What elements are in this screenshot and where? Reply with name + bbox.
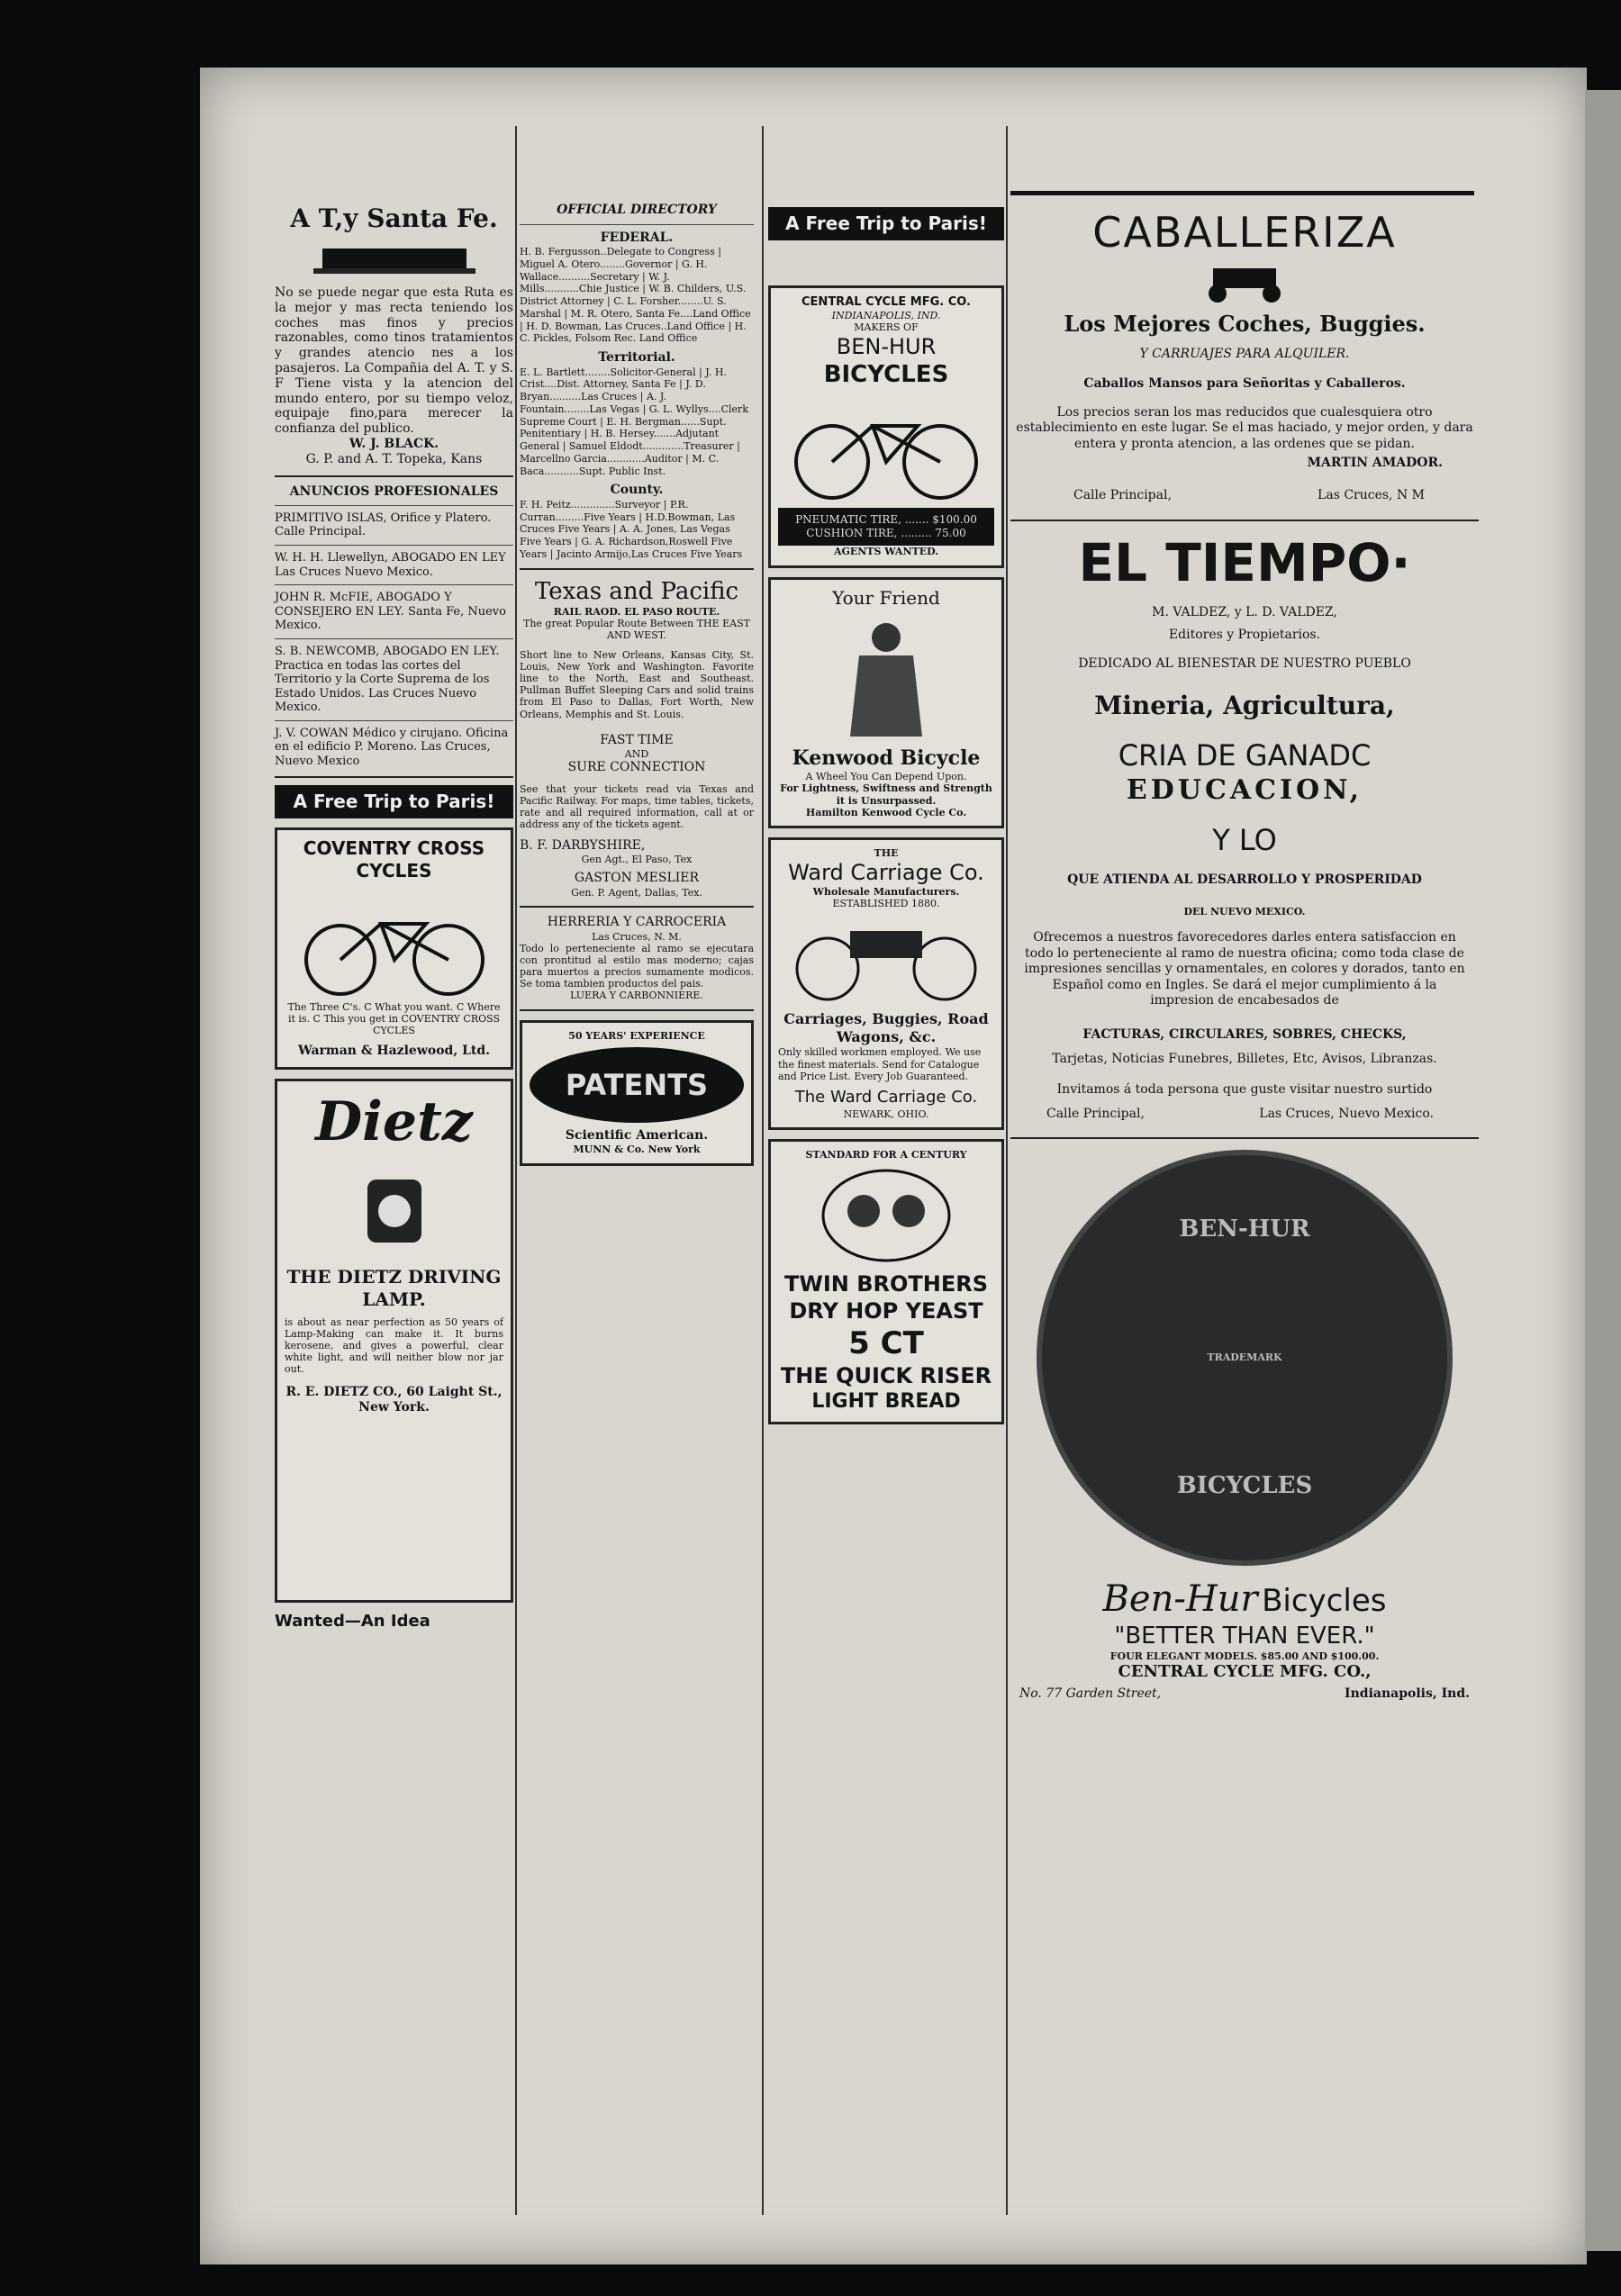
tp-fast: FAST TIME	[600, 732, 674, 747]
adjacent-page-edge	[1585, 90, 1621, 2251]
central-location: INDIANAPOLIS, IND.	[831, 309, 941, 321]
federal-heading: FEDERAL.	[600, 230, 674, 245]
tiempo-line-1: Mineria, Agricultura,	[1094, 691, 1395, 720]
prof-card: JOHN R. McFIE, ABOGADO Y CONSEJERO EN LEY. Santa Fe, Nuevo Mexico.	[275, 591, 506, 633]
atsf-signature: W. J. BLACK.	[349, 436, 439, 451]
territorial-heading: Territorial.	[598, 350, 675, 365]
benhur-address: No. 77 Garden Street,	[1019, 1686, 1162, 1701]
twin-quick: THE QUICK RISER	[780, 1363, 992, 1389]
badge-top: BEN-HUR	[1179, 1215, 1310, 1243]
tp-agent-2: GASTON MESLIER	[574, 871, 700, 886]
dietz-body: is about as near perfection as 50 years of Lamp-Making can make it. It burns kerosene, and gives a powerful, clear white light, and will neither blow nor jar out.	[285, 1315, 503, 1376]
bicycles-word: BICYCLES	[823, 360, 949, 388]
tp-line: The great Popular Route Between THE EAST AND WEST.	[523, 618, 750, 642]
herreria-signature: LUERA Y CARBONNIERE.	[570, 990, 703, 1002]
ward-products: Carriages, Buggies, Road Wagons, &c.	[783, 1010, 989, 1046]
county-list: F. H. Peitz..............Surveyor | P.R. Curran.........Five Years | H.D.Bowman, Las Cruces Five Years | A. A. Jones, Las Vegas Five Years | G. A. Richardson,Roswell Five Years | Jacinto Armijo,Las Cruces Five Years	[520, 498, 743, 560]
caballeriza-subtitle-3: Caballos Mansos para Señoritas y Caballeros.	[1083, 376, 1406, 391]
tiempo-line-6: DEL NUEVO MEXICO.	[1183, 906, 1306, 917]
column-4	[1010, 126, 1479, 1702]
tiempo-line-5: QUE ATIENDA AL DESARROLLO Y PROSPERIDAD	[1067, 872, 1422, 887]
tiempo-footer	[1046, 1107, 1434, 1123]
ward-city: NEWARK, OHIO.	[843, 1107, 929, 1120]
patents-title: PATENTS	[530, 1047, 744, 1123]
tiempo-items: FACTURAS, CIRCULARES, SOBRES, CHECKS,	[1082, 1026, 1407, 1042]
prof-card: S. B. NEWCOMB, ABOGADO EN LEY. Practica en todas las cortes del Territorio y la Corte Suprema de los Estado Unidos. Las Cruces Nuevo Mexico.	[275, 644, 500, 715]
patents-experience: 50 YEARS' EXPERIENCE	[568, 1029, 705, 1042]
caballeriza-title: CABALLERIZA	[1092, 208, 1397, 257]
benhur-bicycles: Bicycles	[1262, 1582, 1387, 1619]
lamp-icon	[340, 1162, 448, 1261]
ward-footer: The Ward Carriage Co.	[794, 1088, 978, 1107]
train-icon	[313, 240, 475, 280]
territorial-list: E. L. Bartlett........Solicitor-General | J. H. Crist....Dist. Attorney, Santa Fe | J. D. Bryan..........Las Cruces | A. J. Fountain........Las Vegas | G. L. Wyllys....Clerk Supreme Court | E. H. Bergman......Supt. Penitentiary | H. B. Hersey.......Adjutant General | Samuel Eldodt.............Treasurer | Marcellno Garcia............Auditor | M. C. Baca...........Supt. Public Inst.	[520, 366, 748, 477]
federal-list: H. B. Fergusson..Delegate to Congress | Miguel A. Otero........Governor | G. H. Wallace..........Secretary | W. J. Mills...........Chie Justice | W. B. Childers, U.S. District Attorney | C. L. Forsher........U. S. Marshal | M. R. Otero, Santa Fe....Land Office | H. D. Bowman, Las Cruces..Land Office | H. C. Pickles, Folsom Rec. Land Office	[520, 246, 751, 345]
paris-banner: A Free Trip to Paris!	[768, 207, 1004, 240]
benhur-script-line	[1010, 1577, 1479, 1622]
tp-agent-1-title: Gen Agt., El Paso, Tex	[581, 854, 693, 866]
wanted-ad: Wanted—An Idea	[275, 1611, 430, 1631]
pneumatic-price: PNEUMATIC TIRE, ....... $100.00	[795, 513, 977, 527]
directory-title: OFFICIAL DIRECTORY	[557, 203, 717, 217]
tp-body-2: See that your tickets read via Texas and Pacific Railway. For maps, time tables, tickets, rate and all required information, call at or address any of the tickets agent.	[520, 782, 754, 831]
cushion-price: CUSHION TIRE, ......... 75.00	[806, 527, 966, 540]
tp-agent-2-title: Gen. P. Agent, Dallas, Tex.	[571, 886, 702, 899]
caballeriza-subtitle-2: Y CARRUAJES PARA ALQUILER.	[1139, 346, 1350, 361]
twin-bread: LIGHT BREAD	[811, 1390, 961, 1414]
prof-card: W. H. H. Llewellyn, ABOGADO EN LEY Las Cruces Nuevo Mexico.	[275, 550, 506, 579]
caballeriza-footer	[1073, 488, 1425, 504]
tiempo-footer-city: Las Cruces, Nuevo Mexico.	[1259, 1107, 1434, 1122]
tp-and: AND	[624, 748, 649, 761]
tiempo-line-4: Y LO	[1212, 822, 1277, 857]
woman-cyclist-icon	[832, 615, 940, 741]
patents-subtitle: Scientific American.	[565, 1127, 709, 1143]
caballeriza-footer-street: Calle Principal,	[1073, 487, 1172, 502]
ward-ad	[768, 837, 1004, 1130]
tp-sure: SURE CONNECTION	[567, 760, 706, 775]
tiempo-invite: Invitamos á toda persona que guste visitar nuestro surtido	[1056, 1081, 1433, 1097]
coventry-ad	[275, 827, 513, 1070]
benhur-name: BEN-HUR	[836, 333, 937, 359]
badge-bottom: BICYCLES	[1176, 1472, 1313, 1500]
tiempo-editors-title: Editores y Propietarios.	[1168, 628, 1321, 642]
bicycle-icon	[291, 888, 498, 996]
patents-footer: MUNN & Co. New York	[573, 1143, 701, 1156]
tp-body: Short line to New Orleans, Kansas City, St. Louis, New York and Washington. Favorite line to the North, East and Southeast. Pullman Buffet Sleeping Cars and solid trains from El Paso to Dallas, Fort Worth, New Orleans, Memphis and St. Louis.	[520, 648, 754, 720]
tiempo-footer-street: Calle Principal,	[1046, 1107, 1145, 1122]
central-name: CENTRAL CYCLE MFG. CO.	[801, 295, 971, 309]
ward-body: Only skilled workmen employed. We use the finest materials. Send for Catalogue and Price List. Every Job Guaranteed.	[778, 1046, 982, 1082]
benhur-script: Ben-Hur	[1102, 1577, 1258, 1620]
tiempo-dedication: DEDICADO AL BIENESTAR DE NUESTRO PUEBLO	[1078, 655, 1411, 671]
column-1	[275, 126, 513, 1632]
tiempo-editors: M. VALDEZ, y L. D. VALDEZ,	[1152, 604, 1337, 619]
benhur-badge	[1037, 1150, 1453, 1566]
prof-header: ANUNCIOS PROFESIONALES	[289, 484, 499, 499]
caballeriza-signature: MARTIN AMADOR.	[1307, 456, 1443, 470]
benhur-company: CENTRAL CYCLE MFG. CO.,	[1118, 1662, 1372, 1682]
dietz-company: R. E. DIETZ CO., 60 Laight St., New York.	[285, 1384, 503, 1415]
benhur-models: FOUR ELEGANT MODELS. $85.00 AND $100.00.	[1109, 1650, 1380, 1663]
twin-price: 5 CT	[848, 1324, 924, 1361]
kenwood-ad	[768, 577, 1004, 828]
county-heading: County.	[610, 483, 664, 498]
herreria-location: Las Cruces, N. M.	[592, 930, 682, 943]
coventry-body: The Three C's. C What you want. C Where it is. C This you get in COVENTRY CROSS CYCLES	[287, 1000, 501, 1037]
ward-the: THE	[874, 846, 899, 859]
tire-prices	[778, 508, 994, 546]
central-cycle-ad	[768, 285, 1004, 568]
column-rule	[762, 126, 764, 2215]
tp-title: Texas and Pacific	[534, 577, 739, 605]
tiempo-body: Ofrecemos a nuestros favorecedores darles entera satisfaccion en todo lo perteneciente al ramo de nuestra oficina; como toda clase de impresiones sencillas y ornamentales, en colores y dorados, tanto en Español como en Ingles. Se dará el mejor cumplimiento á la impresion de encabesados de	[1024, 930, 1465, 1008]
caballeriza-body: Los precios seran los mas reducidos que cualesquiera otro establecimiento en este lugar. Se el mas haciado, y mejor orden, y dara entera y pronta atencion, a las ordenes que se pidan.	[1016, 404, 1473, 451]
twin-top: STANDARD FOR A CENTURY	[805, 1148, 967, 1161]
ward-subtitle: Wholesale Manufacturers.	[812, 886, 960, 899]
atsf-signature-title: G. P. and A. T. Topeka, Kans	[305, 452, 483, 467]
tp-subtitle: RAIL RAOD. EL PASO ROUTE.	[553, 606, 720, 618]
carriage-icon	[783, 915, 990, 1005]
ward-established: ESTABLISHED 1880.	[832, 898, 940, 910]
benhur-footer	[1019, 1686, 1470, 1703]
portrait-icon	[819, 1166, 954, 1265]
column-rule	[1006, 126, 1008, 2215]
tiempo-items-2: Tarjetas, Noticias Funebres, Billetes, Etc, Avisos, Libranzas.	[1052, 1052, 1437, 1067]
column-rule	[515, 126, 517, 2215]
twin-name: TWIN BROTHERS DRY HOP YEAST	[783, 1270, 988, 1324]
kenwood-tagline: A Wheel You Can Depend Upon.	[805, 771, 967, 783]
herreria-body: Todo lo perteneciente al ramo se ejecutara con prontitud al estilo mas moderno; cajas para muertos a precios sumamente modicos. Se toma tambien productos del pais.	[520, 942, 754, 990]
tiempo-line-3: EDUCACION,	[1126, 774, 1363, 806]
patents-ad	[520, 1020, 754, 1166]
caballeriza-footer-city: Las Cruces, N M	[1318, 487, 1425, 502]
caballeriza-subtitle: Los Mejores Coches, Buggies.	[1064, 310, 1426, 337]
benhur-city: Indianapolis, Ind.	[1345, 1686, 1470, 1701]
atsf-body: No se puede negar que esta Ruta es la mejor y mas recta teniendo los coches mas finos y precios razonables, como tinos tratamientos y grandes atencio nes a los pasajeros. La Compañia del A. T. y S. F Tiene vista y la atencion del mundo entero, por su tiempo veloz, equipaje fino,para merecer la confianza del publico.	[275, 285, 513, 437]
dietz-logo: Dietz	[315, 1089, 473, 1153]
coventry-title: COVENTRY CROSS CYCLES	[303, 836, 485, 881]
column-3	[768, 126, 1004, 1433]
bicycle-icon	[783, 394, 990, 502]
twin-brothers-ad	[768, 1139, 1004, 1424]
herreria-title: HERRERIA Y CARROCERIA	[547, 915, 727, 929]
badge-trademark: TRADEMARK	[1207, 1351, 1282, 1364]
el-tiempo-title: EL TIEMPO·	[1078, 532, 1411, 593]
warman-name: Warman & Hazlewood, Ltd.	[297, 1044, 491, 1059]
tiempo-line-2: CRIA DE GANADC	[1118, 738, 1372, 773]
dietz-title: THE DIETZ DRIVING LAMP.	[286, 1265, 502, 1310]
paris-banner: A Free Trip to Paris!	[275, 785, 513, 818]
central-makers: MAKERS OF	[854, 321, 919, 333]
friend-text: Your Friend	[832, 586, 940, 609]
dietz-ad	[275, 1079, 513, 1603]
kenwood-name: Kenwood Bicycle	[792, 746, 981, 770]
tp-agent-1: B. F. DARBYSHIRE,	[520, 837, 646, 853]
prof-card: PRIMITIVO ISLAS, Orifice y Platero. Calle Principal.	[275, 511, 492, 539]
carriage-icon	[1195, 265, 1294, 305]
ward-name: Ward Carriage Co.	[788, 860, 984, 886]
benhur-better: "BETTER THAN EVER."	[1114, 1622, 1375, 1650]
atsf-title: A T,y Santa Fe.	[290, 203, 498, 233]
column-2	[520, 126, 754, 1175]
kenwood-company: Hamilton Kenwood Cycle Co.	[805, 806, 967, 818]
kenwood-body: For Lightness, Swiftness and Strength it is Unsurpassed.	[780, 782, 992, 807]
agents-wanted: AGENTS WANTED.	[833, 546, 939, 558]
prof-card: J. V. COWAN Médico y cirujano. Oficina en el edificio P. Moreno. Las Cruces, Nuevo Mexico	[275, 726, 509, 769]
